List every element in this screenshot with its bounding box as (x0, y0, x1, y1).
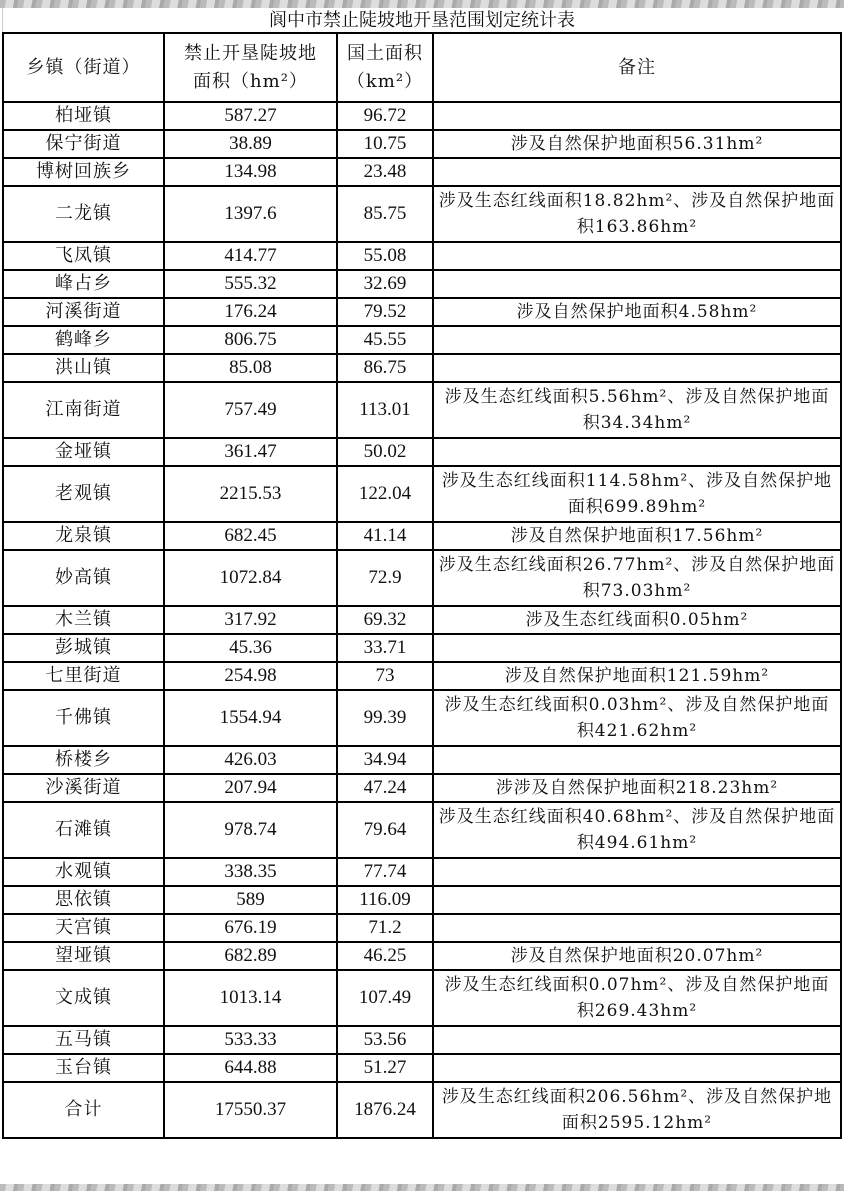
table-row (3, 662, 841, 690)
land-area-cell: 107.49 (337, 970, 433, 1026)
township-cell: 合计 (3, 1082, 164, 1138)
table-row (3, 270, 841, 298)
township-cell: 妙高镇 (3, 550, 164, 606)
land-area-cell: 50.02 (337, 438, 433, 466)
header-land-area-line2: （km²） (346, 70, 424, 92)
table-row (3, 970, 841, 1026)
township-cell: 老观镇 (3, 466, 164, 522)
township-cell: 柏垭镇 (3, 102, 164, 130)
township-cell: 鹤峰乡 (3, 326, 164, 354)
land-area-cell: 85.75 (337, 186, 433, 242)
prohibited-area-cell: 676.19 (164, 914, 337, 942)
prohibited-area-cell: 555.32 (164, 270, 337, 298)
prohibited-area-cell: 1013.14 (164, 970, 337, 1026)
header-row (3, 33, 841, 102)
table-row (3, 354, 841, 382)
township-cell: 金垭镇 (3, 438, 164, 466)
township-cell: 文成镇 (3, 970, 164, 1026)
prohibited-area-cell: 533.33 (164, 1026, 337, 1054)
prohibited-area-cell: 806.75 (164, 326, 337, 354)
header-land-area-line1: 国土面积 (347, 42, 423, 64)
prohibited-area-cell: 2215.53 (164, 466, 337, 522)
notes-cell (433, 326, 841, 354)
notes-cell: 涉及生态红线面积40.68hm²、涉及自然保护地面积494.61hm² (433, 802, 841, 858)
table-title: 阆中市禁止陡坡地开垦范围划定统计表 (2, 8, 841, 32)
township-cell: 河溪街道 (3, 298, 164, 326)
prohibited-area-cell: 45.36 (164, 634, 337, 662)
notes-cell: 涉及生态红线面积206.56hm²、涉及自然保护地面积2595.12hm² (433, 1082, 841, 1138)
notes-cell (433, 242, 841, 270)
land-area-cell: 45.55 (337, 326, 433, 354)
table-row (3, 466, 841, 522)
prohibited-area-cell: 1397.6 (164, 186, 337, 242)
notes-cell: 涉及生态红线面积0.07hm²、涉及自然保护地面积269.43hm² (433, 970, 841, 1026)
prohibited-area-cell: 589 (164, 886, 337, 914)
township-cell: 龙泉镇 (3, 522, 164, 550)
prohibited-area-cell: 338.35 (164, 858, 337, 886)
table-row (3, 102, 841, 130)
table-row (3, 690, 841, 746)
township-cell: 江南街道 (3, 382, 164, 438)
township-cell: 玉台镇 (3, 1054, 164, 1082)
prohibited-area-cell: 1554.94 (164, 690, 337, 746)
land-area-cell: 86.75 (337, 354, 433, 382)
notes-cell: 涉及自然保护地面积20.07hm² (433, 942, 841, 970)
township-cell: 五马镇 (3, 1026, 164, 1054)
table-row (3, 382, 841, 438)
notes-cell: 涉及生态红线面积18.82hm²、涉及自然保护地面积163.86hm² (433, 186, 841, 242)
page-edge-top (0, 0, 844, 8)
prohibited-area-cell: 757.49 (164, 382, 337, 438)
land-area-cell: 47.24 (337, 774, 433, 802)
township-cell: 石滩镇 (3, 802, 164, 858)
township-cell: 沙溪街道 (3, 774, 164, 802)
township-cell: 二龙镇 (3, 186, 164, 242)
prohibited-area-cell: 176.24 (164, 298, 337, 326)
prohibited-area-cell: 682.89 (164, 942, 337, 970)
table-row (3, 550, 841, 606)
notes-cell (433, 158, 841, 186)
land-area-cell: 113.01 (337, 382, 433, 438)
land-area-cell: 71.2 (337, 914, 433, 942)
prohibited-area-cell: 207.94 (164, 774, 337, 802)
notes-cell: 涉涉及自然保护地面积218.23hm² (433, 774, 841, 802)
notes-cell (433, 858, 841, 886)
table-row (3, 522, 841, 550)
land-area-cell: 79.52 (337, 298, 433, 326)
prohibited-area-cell: 317.92 (164, 606, 337, 634)
township-cell: 桥楼乡 (3, 746, 164, 774)
total-row (3, 1082, 841, 1138)
header-prohibited-area (164, 33, 337, 102)
header-notes: 备注 (433, 33, 841, 102)
notes-cell (433, 1054, 841, 1082)
prohibited-area-cell: 1072.84 (164, 550, 337, 606)
land-area-cell: 1876.24 (337, 1082, 433, 1138)
land-area-cell: 99.39 (337, 690, 433, 746)
header-prohibited-area-line2: 面积（hm²） (193, 70, 308, 92)
land-area-cell: 41.14 (337, 522, 433, 550)
township-cell: 飞凤镇 (3, 242, 164, 270)
land-area-cell: 55.08 (337, 242, 433, 270)
land-area-cell: 34.94 (337, 746, 433, 774)
header-prohibited-area-line1: 禁止开垦陡坡地 (184, 42, 317, 64)
land-area-cell: 53.56 (337, 1026, 433, 1054)
land-area-cell: 10.75 (337, 130, 433, 158)
prohibited-area-cell: 85.08 (164, 354, 337, 382)
notes-cell (433, 746, 841, 774)
table-row (3, 606, 841, 634)
notes-cell (433, 914, 841, 942)
land-area-cell: 96.72 (337, 102, 433, 130)
table-row (3, 914, 841, 942)
notes-cell: 涉及自然保护地面积56.31hm² (433, 130, 841, 158)
prohibited-area-cell: 587.27 (164, 102, 337, 130)
page-edge-bottom (0, 1184, 844, 1191)
prohibited-area-cell: 682.45 (164, 522, 337, 550)
table-row (3, 326, 841, 354)
table-row (3, 1026, 841, 1054)
land-area-cell: 73 (337, 662, 433, 690)
township-cell: 峰占乡 (3, 270, 164, 298)
prohibited-area-cell: 978.74 (164, 802, 337, 858)
header-land-area (337, 33, 433, 102)
land-area-cell: 116.09 (337, 886, 433, 914)
notes-cell: 涉及生态红线面积0.05hm² (433, 606, 841, 634)
land-area-cell: 69.32 (337, 606, 433, 634)
township-cell: 木兰镇 (3, 606, 164, 634)
notes-cell: 涉及生态红线面积0.03hm²、涉及自然保护地面积421.62hm² (433, 690, 841, 746)
land-area-cell: 72.9 (337, 550, 433, 606)
header-township: 乡镇（街道） (3, 33, 164, 102)
notes-cell: 涉及自然保护地面积4.58hm² (433, 298, 841, 326)
prohibited-area-cell: 644.88 (164, 1054, 337, 1082)
notes-cell: 涉及生态红线面积5.56hm²、涉及自然保护地面积34.34hm² (433, 382, 841, 438)
notes-cell (433, 270, 841, 298)
land-area-cell: 46.25 (337, 942, 433, 970)
notes-cell (433, 438, 841, 466)
land-area-cell: 33.71 (337, 634, 433, 662)
township-cell: 思依镇 (3, 886, 164, 914)
township-cell: 保宁街道 (3, 130, 164, 158)
prohibited-area-cell: 38.89 (164, 130, 337, 158)
prohibited-area-cell: 254.98 (164, 662, 337, 690)
land-area-cell: 79.64 (337, 802, 433, 858)
notes-cell: 涉及生态红线面积114.58hm²、涉及自然保护地面积699.89hm² (433, 466, 841, 522)
table-row (3, 186, 841, 242)
township-cell: 千佛镇 (3, 690, 164, 746)
notes-cell (433, 102, 841, 130)
statistics-table (2, 32, 842, 1139)
prohibited-area-cell: 361.47 (164, 438, 337, 466)
land-area-cell: 77.74 (337, 858, 433, 886)
notes-cell: 涉及自然保护地面积121.59hm² (433, 662, 841, 690)
township-cell: 望垭镇 (3, 942, 164, 970)
prohibited-area-cell: 426.03 (164, 746, 337, 774)
table-row (3, 158, 841, 186)
notes-cell (433, 1026, 841, 1054)
land-area-cell: 23.48 (337, 158, 433, 186)
notes-cell: 涉及生态红线面积26.77hm²、涉及自然保护地面积73.03hm² (433, 550, 841, 606)
prohibited-area-cell: 17550.37 (164, 1082, 337, 1138)
township-cell: 洪山镇 (3, 354, 164, 382)
table-row (3, 774, 841, 802)
table-row (3, 802, 841, 858)
notes-cell: 涉及自然保护地面积17.56hm² (433, 522, 841, 550)
notes-cell (433, 634, 841, 662)
township-cell: 七里街道 (3, 662, 164, 690)
table-row (3, 746, 841, 774)
prohibited-area-cell: 414.77 (164, 242, 337, 270)
township-cell: 水观镇 (3, 858, 164, 886)
township-cell: 彭城镇 (3, 634, 164, 662)
table-row (3, 1054, 841, 1082)
table-row (3, 438, 841, 466)
land-area-cell: 51.27 (337, 1054, 433, 1082)
land-area-cell: 122.04 (337, 466, 433, 522)
land-area-cell: 32.69 (337, 270, 433, 298)
table-row (3, 942, 841, 970)
table-row (3, 858, 841, 886)
township-cell: 博树回族乡 (3, 158, 164, 186)
notes-cell (433, 354, 841, 382)
table-row (3, 130, 841, 158)
table-row (3, 886, 841, 914)
table-row (3, 242, 841, 270)
notes-cell (433, 886, 841, 914)
township-cell: 天宫镇 (3, 914, 164, 942)
table-row (3, 298, 841, 326)
table-row (3, 634, 841, 662)
prohibited-area-cell: 134.98 (164, 158, 337, 186)
